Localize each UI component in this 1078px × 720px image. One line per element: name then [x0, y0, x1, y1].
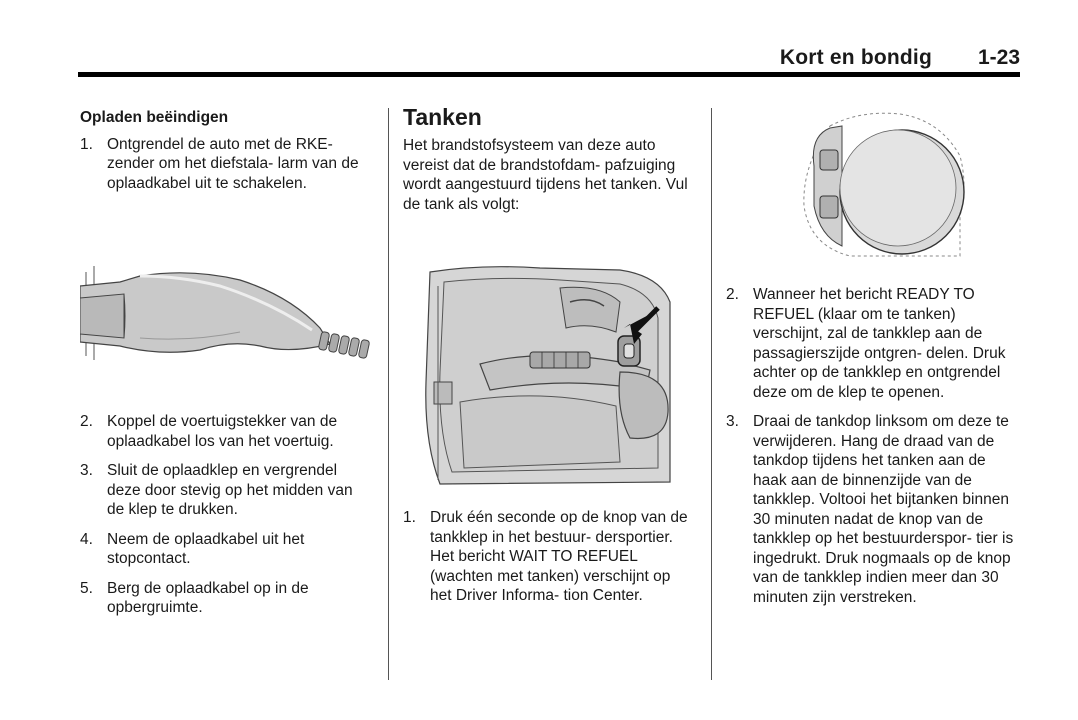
- list-item: [80, 461, 370, 520]
- step-number: 1.: [403, 509, 416, 526]
- column-1-continued: [80, 412, 370, 628]
- step-text: Sluit de oplaadklep en vergrendel deze door stevig op het midden van de klep te drukken.: [107, 462, 353, 518]
- step-text: Draai de tankdop linksom om deze te verwijderen. Hang de draad van de tankdop tijdens het tanken aan de haak aan de binnenzijde van de tankklep. Voltooi het bijtanken binnen 30 minuten nadat de knop van de tankklep op het bestuurderspor- tier is ingedrukt. Druk nogmaals op de knop van de tankklep indien meer dan 30 minuten zijn verstreken.: [753, 413, 1014, 606]
- section-title-refuel: Tanken: [403, 104, 482, 130]
- list-item: [80, 579, 370, 618]
- column-divider-1: [388, 108, 389, 680]
- column-2: [403, 104, 695, 214]
- list-item: [80, 135, 370, 194]
- step-text: Neem de oplaadkabel uit het stopcontact.: [107, 530, 305, 567]
- step-number: 2.: [80, 413, 93, 430]
- fuel-door-illustration: [790, 106, 970, 266]
- charging-connector-illustration: [80, 246, 374, 394]
- page-header: [78, 44, 1020, 78]
- list-item: [726, 412, 1022, 607]
- step-number: 3.: [80, 462, 93, 479]
- step-text: Koppel de voertuigstekker van de oplaadkabel los van het voertuig.: [107, 413, 338, 450]
- intro-paragraph: Het brandstofsysteem van deze auto vereist dat de brandstofdam- pafzuiging wordt aangestuurd tijdens het tanken. Vul de tank als volgt:: [403, 137, 688, 213]
- driver-door-fuel-button-illustration: [420, 262, 676, 498]
- header-title: Kort en bondig: [779, 46, 932, 69]
- step-text: Berg de oplaadkabel op in de opbergruimte.: [107, 579, 309, 616]
- steps-list-refuel-a: [403, 508, 695, 606]
- header-rule: [78, 72, 1020, 77]
- list-item: [726, 285, 1022, 402]
- step-text: Ontgrendel de auto met de RKE-zender om het diefstala- larm van de oplaadkabel uit te schakelen.: [107, 135, 359, 192]
- steps-list-charging-a: [80, 135, 370, 194]
- steps-list-charging-b: [80, 412, 370, 618]
- step-text: Wanneer het bericht READY TO REFUEL (klaar om te tanken) verschijnt, zal de tankklep aan de passagierszijde ontgren- delen. Druk achter op de tankklep en ontgrendel deze om de klep te openen.: [753, 286, 1006, 401]
- step-number: 5.: [80, 579, 93, 597]
- step-number: 2.: [726, 286, 739, 303]
- column-3: [726, 285, 1022, 617]
- list-item: [403, 508, 695, 606]
- steps-list-refuel-b: [726, 285, 1022, 607]
- list-item: [80, 530, 370, 569]
- step-number: 4.: [80, 530, 93, 548]
- column-2-continued: [403, 508, 695, 616]
- subheading-stop-charging: Opladen beëindigen: [80, 109, 229, 126]
- step-number: 3.: [726, 413, 739, 430]
- step-text: Druk één seconde op de knop van de tankklep in het bestuur- dersportier. Het bericht WAIT TO REFUEL (wachten met tanken) verschijnt op het Driver Informa- tion Center.: [430, 509, 688, 604]
- column-divider-2: [711, 108, 712, 680]
- list-item: [80, 412, 370, 451]
- step-number: 1.: [80, 135, 93, 153]
- page-number: 1-23: [977, 46, 1020, 69]
- column-1: [80, 108, 370, 203]
